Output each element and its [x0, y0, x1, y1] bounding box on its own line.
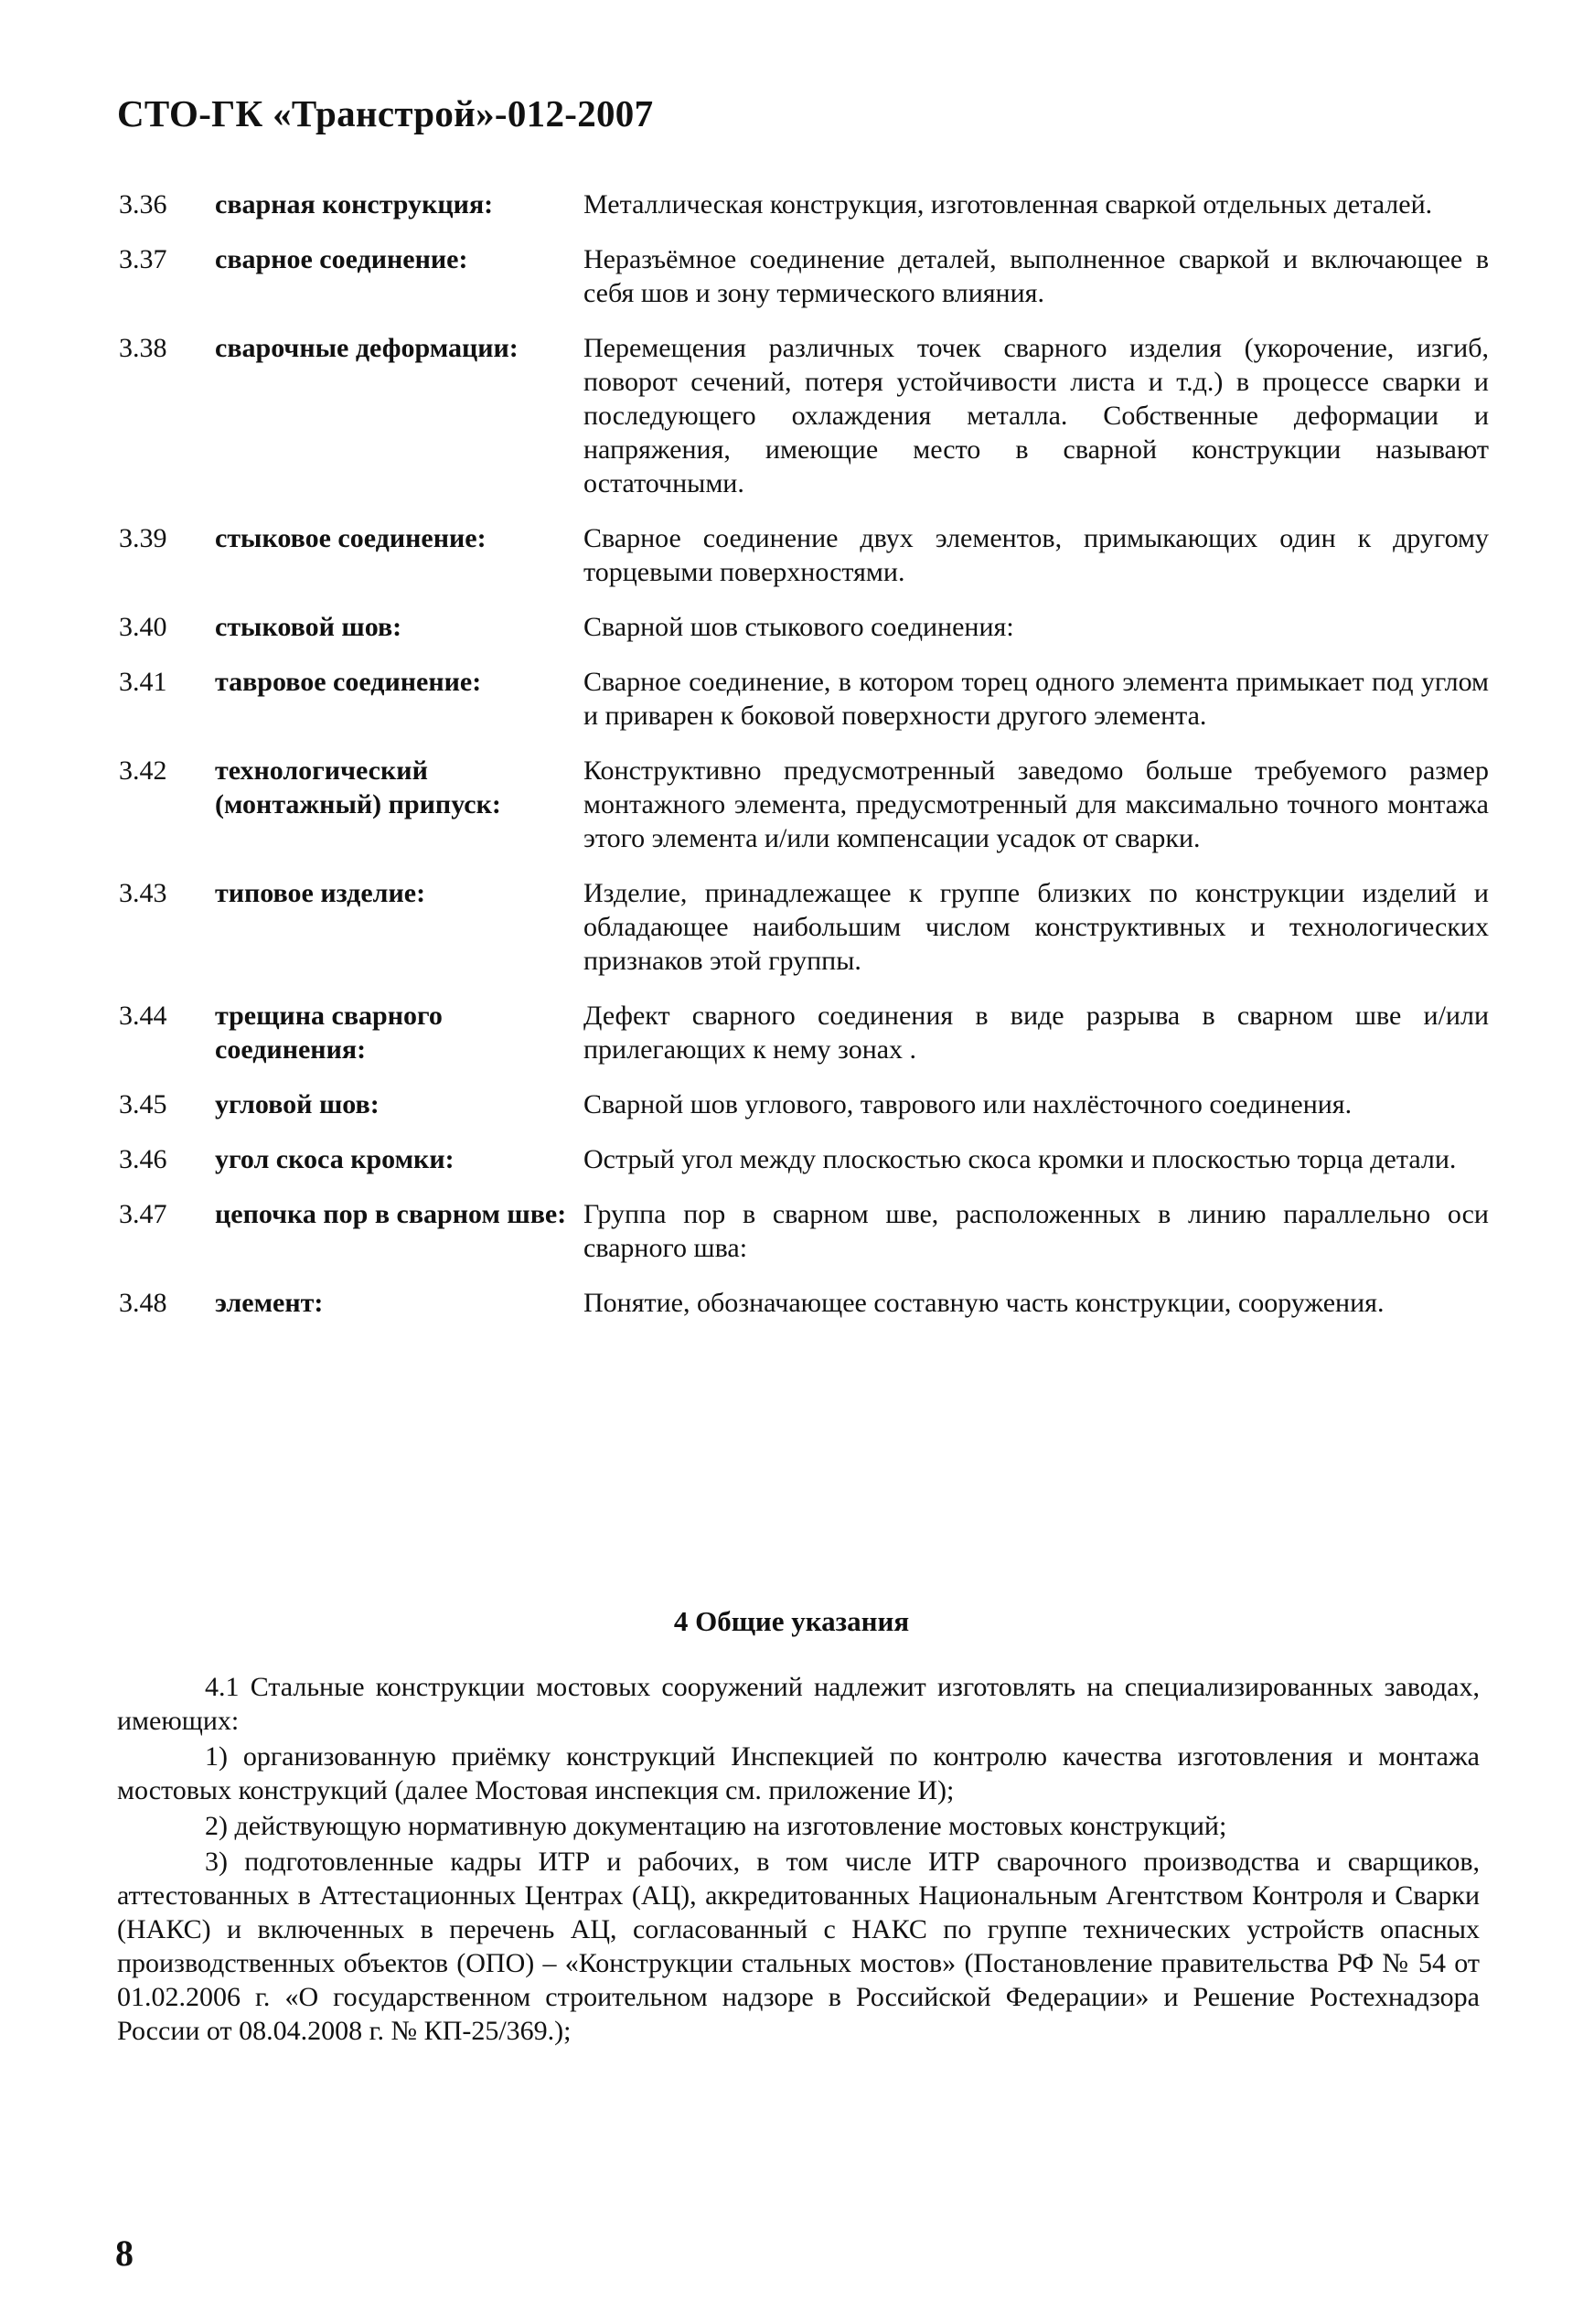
- term-name: сварная конструкция:: [215, 189, 494, 220]
- term-name: трещина сварного соединения:: [215, 1001, 443, 1065]
- term-number: 3.48: [119, 1288, 167, 1318]
- term-definition: Неразъёмное соединение деталей, выполненное сваркой и включающее в себя шов и зону термического влияния.: [583, 244, 1489, 308]
- term-name: сварочные деформации:: [215, 333, 519, 363]
- paragraph: 4.1 Стальные конструкции мостовых сооружений надлежит изготовлять на специализированных заводах, имеющих:: [117, 1672, 1480, 1736]
- paragraph: 2) действующую нормативную документацию на изготовление мостовых конструкций;: [205, 1811, 1227, 1841]
- term-row: [119, 999, 1491, 1066]
- term-name: стыковой шов:: [215, 612, 402, 642]
- term-name: угловой шов:: [215, 1089, 380, 1119]
- term-number: 3.37: [119, 244, 167, 274]
- term-number: 3.45: [119, 1089, 167, 1119]
- term-definition: Сварной шов углового, таврового или нахлёсточного соединения.: [583, 1089, 1353, 1119]
- term-definition: Группа пор в сварном шве, расположенных в линию параллельно оси сварного шва:: [583, 1199, 1489, 1263]
- paragraph: 3) подготовленные кадры ИТР и рабочих, в том числе ИТР сварочного производства и сварщиков, аттестованных в Аттестационных Центрах (АЦ), аккредитованных Национальным Агентством Контроля и Сварки (НАКС) и включенных в перечень АЦ, согласованный с НАКС по группе технических устройств опасных производственных объектов (ОПО) – «Конструкции стальных мостов» (Постановление правительства РФ № 54 от 01.02.2006 г. «О государственном строительном надзоре в Российской Федерации» и Решение Ростехнадзора России от 08.04.2008 г. № КП-25/369.);: [117, 1847, 1480, 2046]
- term-name: технологический (монтажный) припуск:: [215, 755, 501, 819]
- document-code-header: СТО-ГК «Транстрой»-012-2007: [117, 92, 654, 134]
- term-number: 3.40: [119, 612, 167, 642]
- term-name: стыковое соединение:: [215, 523, 487, 553]
- term-number: 3.42: [119, 755, 167, 786]
- term-definition: Изделие, принадлежащее к группе близких по конструкции изделий и обладающее наибольшим числом конструктивных и технологических признаков этой группы.: [583, 878, 1489, 976]
- section-heading: 4 Общие указания: [673, 1605, 910, 1637]
- term-name: тавровое соединение:: [215, 667, 482, 697]
- term-row: [119, 876, 1491, 978]
- term-definition: Понятие, обозначающее составную часть конструкции, сооружения.: [583, 1288, 1385, 1318]
- term-row: [119, 187, 1491, 221]
- term-definition: Металлическая конструкция, изготовленная сваркой отдельных деталей.: [583, 189, 1433, 220]
- term-definition: Сварное соединение двух элементов, примыкающих один к другому торцевыми поверхностями.: [583, 523, 1489, 587]
- term-row: [119, 331, 1491, 500]
- term-number: 3.39: [119, 523, 167, 553]
- term-definition: Конструктивно предусмотренный заведомо больше требуемого размер монтажного элемента, предусмотренный для максимально точного монтажа этого элемента и/или компенсации усадок от сварки.: [583, 755, 1489, 853]
- term-name: сварное соединение:: [215, 244, 468, 274]
- term-row: [119, 610, 1491, 644]
- term-definition: Сварное соединение, в котором торец одного элемента примыкает под углом и приварен к боковой поверхности другого элемента.: [583, 667, 1489, 731]
- term-name: типовое изделие:: [215, 878, 426, 908]
- term-number: 3.38: [119, 333, 167, 363]
- term-row: [119, 665, 1491, 733]
- section-body: [117, 1670, 1480, 2050]
- term-name: цепочка пор в сварном шве:: [215, 1199, 567, 1229]
- term-number: 3.43: [119, 878, 167, 908]
- term-row: [119, 1087, 1491, 1121]
- term-name: элемент:: [215, 1288, 324, 1318]
- term-number: 3.46: [119, 1144, 167, 1174]
- term-row: [119, 1142, 1491, 1176]
- paragraph: 1) организованную приёмку конструкций Инспекцией по контролю качества изготовления и монтажа мостовых конструкций (далее Мостовая инспекция см. приложение И);: [117, 1741, 1480, 1805]
- term-definition: Перемещения различных точек сварного изделия (укорочение, изгиб, поворот сечений, потеря устойчивости листа и т.д.) в процессе сварки и последующего охлаждения металла. Собственные деформации и напряжения, имеющие место в сварной конструкции называют остаточными.: [583, 333, 1489, 498]
- terms-list: [119, 187, 1491, 1341]
- term-definition: Сварной шов стыкового соединения:: [583, 612, 1014, 642]
- page-number: 8: [115, 2233, 134, 2274]
- term-row: [119, 521, 1491, 589]
- term-number: 3.47: [119, 1199, 167, 1229]
- term-row: [119, 242, 1491, 310]
- term-definition: Острый угол между плоскостью скоса кромки и плоскостью торца детали.: [583, 1144, 1457, 1174]
- term-name: угол скоса кромки:: [215, 1144, 455, 1174]
- term-number: 3.44: [119, 1001, 167, 1031]
- term-row: [119, 1286, 1491, 1320]
- term-row: [119, 754, 1491, 855]
- term-number: 3.36: [119, 189, 167, 220]
- term-number: 3.41: [119, 667, 167, 697]
- term-row: [119, 1197, 1491, 1265]
- term-definition: Дефект сварного соединения в виде разрыва в сварном шве и/или прилегающих к нему зонах .: [583, 1001, 1489, 1065]
